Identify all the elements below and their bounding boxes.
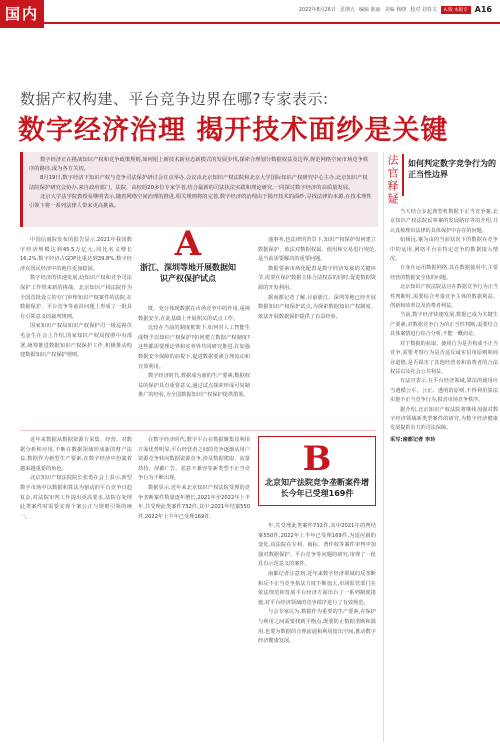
body-paragraph: 比较在当前的制度框架下,如何对人工智能生成物予以知识产权保护?如何建立数据产权制度?这些都需要理论界和实务界共同研究推进,在加强数据安全保障的前提下,促进数据要素合理流动和有效利用。 (138, 325, 250, 370)
sidebar-paragraph: 自身在运用数据网络,其在数据使用中,主要经营的数据安全体的问题。 (390, 265, 498, 281)
body-column-3-lower (258, 522, 376, 647)
page-header (0, 0, 500, 30)
body-paragraph: 近年来数据从数据资源方采集、经营、对数据分析和应用,不断在数据领域形成新的财产法益,数据作为新型生产要素,在数字经济中扮演着越来越重要的角色。 (20, 437, 132, 472)
article-subtitle: 数据产权构建、平台竞争边界在哪?专家表示: (20, 90, 329, 108)
sidebar-paragraph: 据介绍,北京知识产权法院将继续加强对数字经济领域新类型案件的研究,为数字经济健康发展提供有力的司法保障。 (390, 406, 498, 432)
sidebar-title: 如何判定数字竞争行为的正当性边界 (408, 159, 496, 179)
sidebar-paragraph: 有法官表示,在平台经济领域,算法的使用应当遵循公平、公正、透明的原则,不得利用算法实施不正当竞争行为,损害市场竞争秩序。 (390, 378, 498, 404)
body-column-1 (20, 236, 132, 361)
body-paragraph: 数字经济的快速发展,给知识产权和竞争司法保护工作带来新的挑战。北京知识产权法院作为全国首批设立的专门审理知识产权案件的法院,在数据保护、平台竞争等前沿问题上形成了一批具有引领意义的裁判规则。 (20, 275, 132, 320)
callout-title: 北京知产法院竞争垄断案件增长今年已受理169件 (265, 478, 369, 498)
sidebar-accent-bar (402, 154, 404, 196)
byline: 采写:南都记者 李玲 (390, 436, 436, 443)
designer-credit: 美编 杨晓 (384, 7, 407, 13)
lead-summary (20, 152, 378, 227)
body-paragraph: 国家知识产权局知识产权保护司一级巡视员毛金生在会上介绍,国家知识产权局按照中央部署,统筹推进数据知识产权保护工作,积极推动构建数据知识产权保护规则。 (20, 323, 132, 359)
body-paragraph: 数据要素市场化配置是数字经济发展的关键环节,需要在保护数据主体合法权益的同时,促进数据资源的开发利用。 (258, 265, 376, 291)
column-divider (383, 152, 384, 742)
body-paragraph: 与会专家认为,数据作为重要的生产要素,在保护与利用之间需要找到平衡点,既要防止数据垄断和滥用,也要为数据的合理流通和利用留出空间,推动数字经济健康发展。 (258, 609, 376, 645)
section-tag: 国内 (0, 0, 44, 28)
header-meta (299, 5, 492, 14)
editor-credit: 编辑 陈丽 (359, 7, 381, 13)
sidebar-column (390, 208, 498, 443)
callout-a (138, 226, 238, 284)
header-rule (44, 22, 500, 24)
body-paragraph: 数字经济时代,数据成为新的生产要素,数据权益的保护具有重要意义,通过试点探索形成可复制推广的经验,为全国数据知识产权保护提供借鉴。 (138, 373, 250, 399)
sidebar-paragraph: 如杨远,案为由的当前状况下的数据在竞争中的运用,网络平台在特定竞争的数据接入情况。 (390, 237, 498, 263)
body-paragraph: 中国信通院发布的报告显示,2021年我国数字经济规模达到45.5万亿元,同比名义增长16.2%,数字经济占GDP比重达到39.8%,数字经济在国民经济中的地位更加稳固。 (20, 237, 132, 272)
body-paragraph: 通事务,也法律的背景下,知识产权保护如何建立数据保护、依法对数据权属、使用和交易进行规范,是当前需要解决的重要问题。 (258, 237, 376, 263)
lead-paragraph: 8月19日,数字经济下知识产权与竞争司法保护研讨会在京举办,会议由北京知识产权法院和北京大学国际知识产权研究中心主办,北京知识产权法院保护研究会协办,来自政府部门、法院、高校的20多位专家学者,结合最新的司法执法实践和理论研究,一同探讨数字经济的高质量发展。 (29, 175, 368, 191)
sidebar-vertical-label: 法官释疑 (386, 154, 399, 206)
body-column-3 (258, 236, 376, 322)
body-column-1-lower (20, 436, 132, 522)
lead-paragraph: 数字经济正在挑战知识产权和竞争政策规则,如何厘上新技术新业态新模式的发展步伐,探索合理划分数据权益及边界,规范网络空间市场竞争秩序的路径,成为各方关切。 (29, 157, 369, 173)
lead-paragraph: 北京大学法学院教授易继明表示,随着网络空间治理的推进,相关规则将的完善,数字经济的治理由于揭开技术的面纱,寻找法律的本源,在技术理性引领下将一系列法律人带来更高挑战。 (29, 193, 372, 210)
body-paragraph: 据南都记者了解,目前浙江、深圳等地已经开展数据知识产权保护试点,为探索数据知识产权制度、依法开展数据保护提供了有益经验。 (258, 294, 376, 320)
body-paragraph: 南都记者注意到,近年来数字经济领域的反垄断和反不正当竞争执法力度不断加大,市场监管部门在依法规范和发展平台经济方面出台了一系列制度措施,对平台经济领域的竞争秩序进行了有效规范。 (258, 570, 376, 606)
issue-date: 2022年8月26日 (298, 7, 336, 13)
page-number: A16 (474, 5, 492, 14)
body-paragraph: 北京知识产权法院院长张勇在会上表示,新型数字市场中以数据和算法为驱动的平台竞争日趋复杂,对法院审判工作提出更高要求,法院在处理此类案件时需要实现个案公正与规则引领的统一。 (20, 475, 132, 520)
sidebar-paragraph: 对于数据的获取、使用行为是否构成不正当竞争,需要考察行为是否违反诚实信用原则和商业道德,是否损害了其他经营者和消费者的合法权益以及社会公共利益。 (390, 340, 498, 375)
edition-badge: A.版 本版专 (441, 6, 471, 14)
proofreader-credit: 校对 刘春文 (410, 7, 437, 13)
callout-letter: B (302, 439, 332, 479)
article-headline: 数字经济治理 揭开技术面纱是关键 (18, 115, 449, 146)
body-column-2-lower (138, 436, 250, 522)
body-paragraph: 数据显示,近年来北京知识产权法院受理的竞争垄断案件数量逐年增长,2021年至2022年上半年,共受理此类案件732件,其中,2021年结案550件,2022年上半年已受理169件。 (138, 484, 250, 520)
sidebar-paragraph: 当天结合多起典型机数据不正当竞争案,北京知识产权法院民事案的发展路径等的介绍,并认真梳理出法律的具体保护中存在的问题。 (390, 209, 498, 234)
body-paragraph: 年,共受理此类案件732件,其中2021年的判结案550件,2022年上半年已受理169件,为适应新的变化,该法院在专利、商标、著作权等案件审判中加强对数据保护、平台竞争等问题的研究,审理了一批具有示范意义的案件。 (258, 523, 376, 568)
callout-title: 浙江、深圳等地开展数据知识产权保护试点 (140, 263, 236, 283)
body-column-2 (138, 305, 250, 401)
callout-b (258, 436, 376, 506)
sidebar-paragraph: 北京知识产权法院法官在数据竞争行为正当性判断时,需要综合考量竞争主体的数据利益、创新和效率以及消费者利益。 (390, 284, 498, 310)
section-divider (20, 430, 376, 431)
issue-weekday: 星期五 (340, 7, 356, 13)
body-paragraph: 既、充分体现数据在市场竞争中的作用,重视数据安全,在此基础上开展相关的试点工作。 (138, 306, 250, 322)
body-paragraph: 在数字经济时代,数字平台在数据聚集及利用方面优势明显,平台经营者之间的竞争逐渐从用户资源竞争转向数据资源竞争,涉及数据爬取、流量劫持、屏蔽广告、恶意不兼容等新类型不正当竞争行为不断出现。 (138, 437, 250, 482)
sidebar-paragraph: 当前,数字经济快速发展,数据已成为关键生产要素,对数据竞争行为的正当性判断,需要结合具体案情进行综合分析,不能一概而论。 (390, 312, 498, 338)
callout-letter: A (174, 224, 202, 264)
